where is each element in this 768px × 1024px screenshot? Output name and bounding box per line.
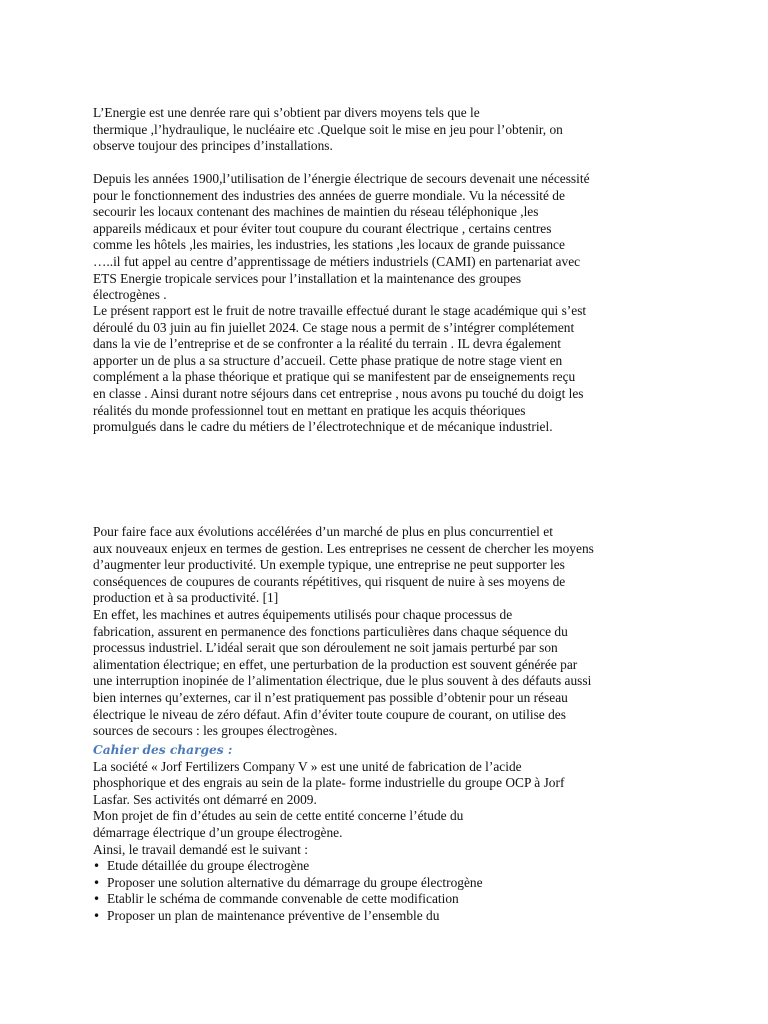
list-item: • Proposer une solution alternative du démarrage du groupe électrogène [93, 875, 683, 892]
rapport-paragraph [93, 303, 683, 436]
text-line: électrique le niveau de zéro défaut. Afin d’éviter toute coupure de courant, on utilise des [93, 706, 566, 722]
text-line: sources de secours : les groupes électrogènes. [93, 723, 338, 739]
text-line: Mon projet de fin d’études au sein de cette entité concerne l’étude du [93, 808, 464, 824]
text-line: thermique ,l’hydraulique, le nucléaire etc .Quelque soit le mise en jeu pour l’obtenir, on [93, 121, 563, 137]
text-line: Ainsi, le travail demandé est le suivant : [93, 841, 308, 857]
list-item: • Etude détaillée du groupe électrogène [93, 858, 683, 875]
context-paragraph [93, 524, 683, 740]
text-line: observe toujour des principes d’installations. [93, 138, 333, 154]
text-line: appareils médicaux et pour éviter tout coupure du courant électrique , certains centres [93, 220, 552, 236]
text-line: promulgués dans le cadre du métiers de l’électrotechnique et de mécanique industriel. [93, 419, 553, 435]
text-line: complément a la phase théorique et pratique qui se manifestent par de enseignements reçu [93, 369, 576, 385]
intro-paragraph [93, 105, 683, 155]
text-line: L’Energie est une denrée rare qui s’obtient par divers moyens tels que le [93, 105, 480, 120]
text-line: pour le fonctionnement des industries des années de guerre mondiale. Vu la nécessité de [93, 187, 565, 203]
text-line: ETS Energie tropicale services pour l’installation et la maintenance des groupes [93, 270, 522, 286]
text-line: alimentation électrique; en effet, une perturbation de la production est souvent générée par [93, 656, 578, 672]
text-line: fabrication, assurent en permanence des fonctions particulières dans chaque séquence du [93, 623, 568, 639]
text-line: Le présent rapport est le fruit de notre travaille effectué durant le stage académique qui s’est [93, 303, 587, 318]
text-line: d’augmenter leur productivité. Un exemple typique, une entreprise ne peut supporter les [93, 557, 565, 573]
text-line: bien internes qu’externes, car il n’est pratiquement pas possible d’obtenir pour un réseau [93, 689, 568, 705]
text-line: phosphorique et des engrais au sein de la plate- forme industrielle du groupe OCP à Jorf [93, 775, 565, 791]
text-line: processus industriel. L’idéal serait que son déroulement ne soit jamais perturbé par son [93, 640, 558, 656]
text-line: réalités du monde professionnel tout en mettant en pratique les acquis théoriques [93, 402, 526, 418]
text-line: aux nouveaux enjeux en termes de gestion. Les entreprises ne cessent de chercher les moyens [93, 540, 594, 556]
text-line: dans la vie de l’entreprise et de se confronter a la réalité du terrain . IL devra également [93, 336, 561, 352]
text-line: déroulé du 03 juin au fin juiellet 2024. Ce stage nous a permit de s’intégrer complétement [93, 319, 575, 335]
text-line: La société « Jorf Fertilizers Company V » est une unité de fabrication de l’acide [93, 758, 522, 774]
text-line: apporter un de plus a sa structure d’accueil. Cette phase pratique de notre stage vient en [93, 352, 563, 368]
text-line: …..il fut appel au centre d’apprentissage de métiers industriels (CAMI) en partenariat avec [93, 253, 581, 269]
text-line: Pour faire face aux évolutions accélérées d’un marché de plus en plus concurrentiel et [93, 524, 553, 539]
text-line: conséquences de coupures de courants répétitives, qui risquent de nuire à ses moyens de [93, 573, 566, 589]
text-line: production et à sa productivité. [1] [93, 590, 279, 606]
text-line: En effet, les machines et autres équipements utilisés pour chaque processus de [93, 606, 513, 622]
section-heading: Cahier des charges : [93, 743, 233, 757]
list-item: • Proposer un plan de maintenance préventive de l’ensemble du [93, 908, 683, 925]
text-line: Depuis les années 1900,l’utilisation de l’énergie électrique de secours devenait une nécessité [93, 171, 590, 186]
text-line: Lasfar. Ses activités ont démarré en 2009. [93, 791, 317, 807]
text-line: une interruption inopinée de l’alimentation électrique, due le plus souvent à des défauts aussi [93, 673, 592, 689]
text-line: comme les hôtels ,les mairies, les industries, les stations ,les locaux de grande puissance [93, 237, 565, 253]
list-item: • Etablir le schéma de commande convenable de cette modification [93, 891, 683, 908]
text-line: électrogènes . [93, 287, 167, 303]
text-line: secourir les locaux contenant des machines de maintien du réseau téléphonique ,les [93, 204, 539, 220]
cahier-des-charges-section [93, 742, 683, 925]
text-line: démarrage électrique d’un groupe électrogène. [93, 824, 343, 840]
text-line: en classe . Ainsi durant notre séjours dans cet entreprise , nous avons pu touché du doigt les [93, 385, 584, 401]
history-paragraph [93, 171, 683, 304]
task-list [93, 858, 683, 924]
